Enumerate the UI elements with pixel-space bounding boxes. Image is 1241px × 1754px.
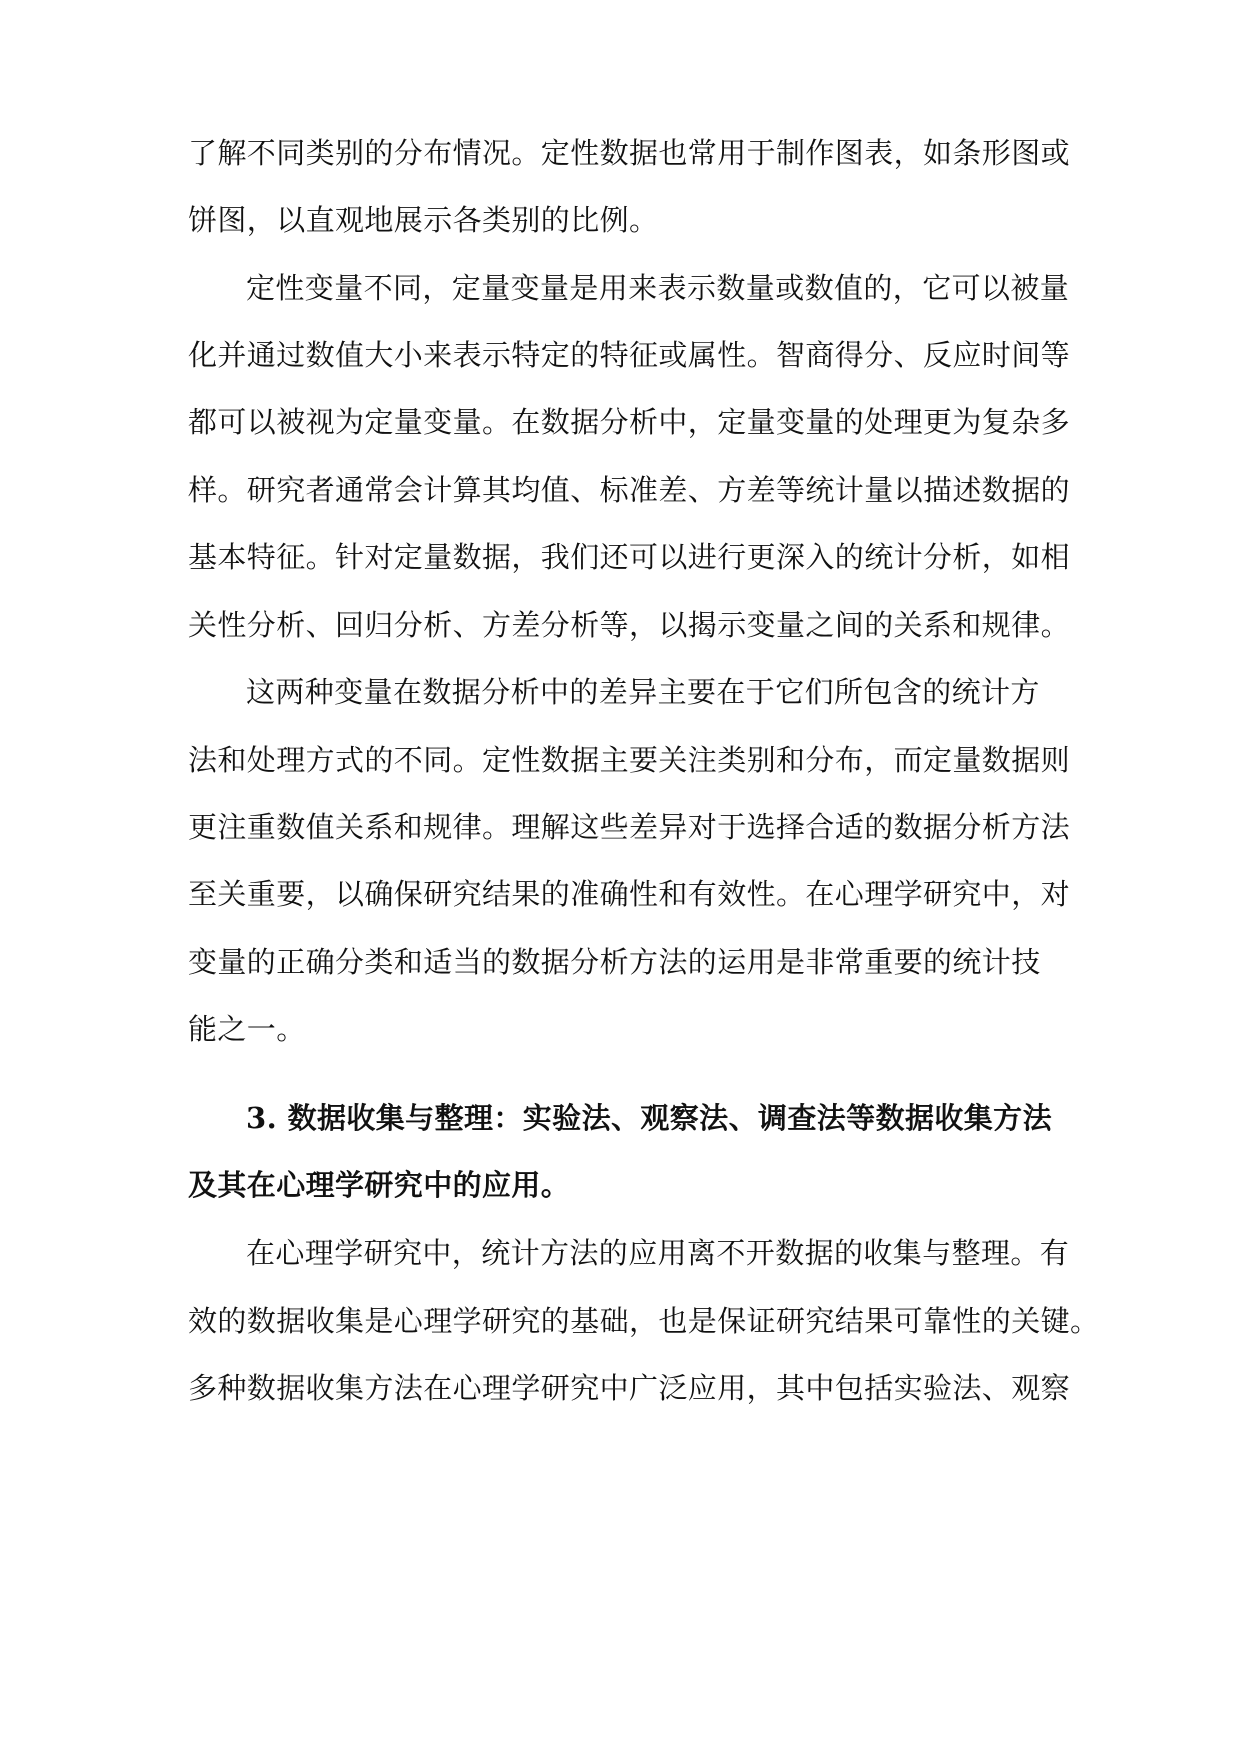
paragraph-2-line-6: 关性分析、回归分析、方差分析等，以揭示变量之间的关系和规律。	[188, 608, 1071, 642]
paragraph-4-line-2: 效的数据收集是心理学研究的基础，也是保证研究结果可靠性的关键。	[188, 1304, 1100, 1338]
paragraph-2-line-1: 定性变量不同，定量变量是用来表示数量或数值的，它可以被量	[246, 271, 1070, 305]
paragraph-3-line-1: 这两种变量在数据分析中的差异主要在于它们所包含的统计方	[246, 675, 1040, 709]
paragraph-4-line-3: 多种数据收集方法在心理学研究中广泛应用，其中包括实验法、观察	[188, 1371, 1071, 1405]
paragraph-2-line-4: 样。研究者通常会计算其均值、标准差、方差等统计量以描述数据的	[188, 473, 1071, 507]
paragraph-1-line-1: 了解不同类别的分布情况。定性数据也常用于制作图表，如条形图或	[188, 136, 1071, 170]
section-heading-line-1: 3. 数据收集与整理：实验法、观察法、调查法等数据收集方法	[246, 1101, 1052, 1135]
paragraph-4-line-1: 在心理学研究中，统计方法的应用离不开数据的收集与整理。有	[246, 1236, 1070, 1270]
paragraph-1-line-2: 饼图，以直观地展示各类别的比例。	[188, 203, 659, 237]
paragraph-3-line-5: 变量的正确分类和适当的数据分析方法的运用是非常重要的统计技	[188, 945, 1041, 979]
paragraph-2-line-5: 基本特征。针对定量数据，我们还可以进行更深入的统计分析，如相	[188, 540, 1071, 574]
paragraph-3-line-6: 能之一。	[188, 1012, 306, 1046]
paragraph-2-line-3: 都可以被视为定量变量。在数据分析中，定量变量的处理更为复杂多	[188, 405, 1071, 439]
paragraph-3-line-4: 至关重要，以确保研究结果的准确性和有效性。在心理学研究中，对	[188, 877, 1071, 911]
paragraph-2-line-2: 化并通过数值大小来表示特定的特征或属性。智商得分、反应时间等	[188, 338, 1071, 372]
paragraph-3-line-2: 法和处理方式的不同。定性数据主要关注类别和分布，而定量数据则	[188, 743, 1071, 777]
paragraph-3-line-3: 更注重数值关系和规律。理解这些差异对于选择合适的数据分析方法	[188, 810, 1071, 844]
section-heading-line-2: 及其在心理学研究中的应用。	[188, 1168, 571, 1202]
